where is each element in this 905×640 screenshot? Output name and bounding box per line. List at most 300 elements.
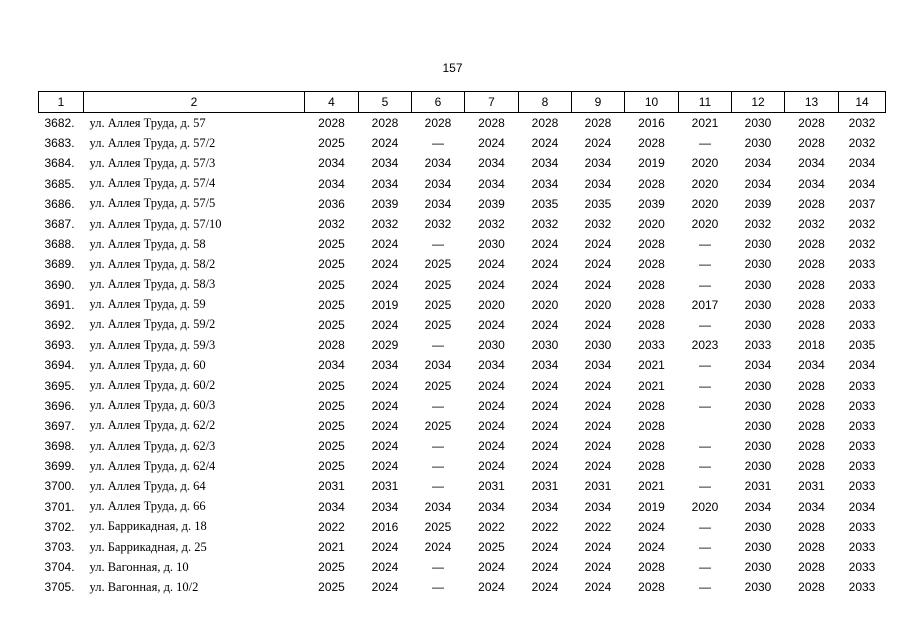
row-number: 3685. xyxy=(44,176,75,191)
address-cell: ул. Аллея Труда, д. 57/4 xyxy=(89,176,216,191)
column-header: 12 xyxy=(732,92,785,113)
year-cell: 2024 xyxy=(371,257,399,272)
year-cell: 2021 xyxy=(318,540,345,555)
year-cell: 2034 xyxy=(798,156,825,171)
year-cell: 2034 xyxy=(531,156,559,171)
year-cell: — xyxy=(699,459,711,474)
year-cell: — xyxy=(699,277,711,292)
table-row xyxy=(39,214,886,234)
year-cell: 2028 xyxy=(638,257,665,272)
year-cell: 2030 xyxy=(744,378,772,393)
year-cell: 2024 xyxy=(638,540,665,555)
year-cell: 2025 xyxy=(424,418,452,433)
year-cell: 2020 xyxy=(584,297,612,312)
year-cell: — xyxy=(699,560,711,575)
row-number: 3702. xyxy=(44,519,75,534)
year-cell: 2024 xyxy=(531,378,559,393)
year-cell: 2024 xyxy=(371,398,399,413)
year-cell: 2028 xyxy=(798,317,825,332)
address-cell: ул. Вагонная, д. 10/2 xyxy=(89,579,199,594)
year-cell: 2034 xyxy=(424,196,452,211)
year-cell: 2034 xyxy=(848,499,876,514)
year-cell: 2032 xyxy=(848,136,876,151)
year-cell: 2024 xyxy=(478,560,505,575)
year-cell: 2032 xyxy=(318,217,345,232)
year-cell: 2033 xyxy=(848,540,876,555)
year-cell: 2020 xyxy=(691,156,719,171)
table-row xyxy=(39,234,886,254)
row-number: 3705. xyxy=(44,580,75,595)
year-cell: — xyxy=(699,519,711,534)
column-header: 7 xyxy=(465,92,519,113)
year-cell: 2024 xyxy=(478,580,505,595)
year-cell: 2028 xyxy=(531,116,559,131)
year-cell: 2033 xyxy=(848,317,876,332)
year-cell: 2025 xyxy=(318,398,345,413)
year-cell: 2032 xyxy=(584,217,612,232)
year-cell: 2028 xyxy=(638,297,665,312)
year-cell: 2030 xyxy=(744,540,772,555)
year-cell: 2028 xyxy=(798,237,825,252)
year-cell: 2031 xyxy=(798,479,825,494)
year-cell: 2022 xyxy=(478,519,505,534)
year-cell: 2024 xyxy=(531,459,559,474)
year-cell: 2033 xyxy=(848,439,876,454)
year-cell: 2017 xyxy=(691,297,719,312)
year-cell: 2024 xyxy=(531,560,559,575)
header-row xyxy=(39,92,886,113)
year-cell: 2030 xyxy=(744,136,772,151)
year-cell: 2034 xyxy=(531,176,559,191)
year-cell: 2028 xyxy=(638,580,665,595)
year-cell: 2016 xyxy=(371,519,399,534)
year-cell: 2024 xyxy=(531,439,559,454)
year-cell: 2034 xyxy=(424,499,452,514)
table-row xyxy=(39,254,886,274)
table-row xyxy=(39,396,886,416)
year-cell: 2034 xyxy=(584,156,612,171)
year-cell: — xyxy=(432,560,444,575)
year-cell: 2024 xyxy=(478,317,505,332)
year-cell: — xyxy=(699,378,711,393)
column-header: 8 xyxy=(519,92,572,113)
year-cell: 2033 xyxy=(848,418,876,433)
year-cell: 2034 xyxy=(318,156,345,171)
table-row xyxy=(39,557,886,577)
year-cell: 2025 xyxy=(318,378,345,393)
year-cell: 2039 xyxy=(371,196,399,211)
year-cell: 2036 xyxy=(318,196,345,211)
year-cell: 2030 xyxy=(744,580,772,595)
year-cell: 2039 xyxy=(478,196,505,211)
row-number: 3684. xyxy=(44,156,75,171)
year-cell: 2019 xyxy=(638,156,665,171)
year-cell: — xyxy=(699,317,711,332)
year-cell: 2024 xyxy=(371,277,399,292)
year-cell: 2034 xyxy=(848,156,876,171)
year-cell: 2030 xyxy=(478,237,505,252)
year-cell: 2028 xyxy=(798,136,825,151)
year-cell: 2028 xyxy=(638,560,665,575)
year-cell: 2028 xyxy=(584,116,612,131)
year-cell: 2028 xyxy=(371,116,399,131)
column-header: 1 xyxy=(39,92,84,113)
year-cell: 2030 xyxy=(744,418,772,433)
address-cell: ул. Баррикадная, д. 25 xyxy=(89,539,207,554)
year-cell: 2033 xyxy=(848,277,876,292)
year-cell: 2034 xyxy=(424,358,452,373)
year-cell: 2028 xyxy=(798,277,825,292)
year-cell: 2033 xyxy=(848,519,876,534)
year-cell: 2028 xyxy=(424,116,452,131)
row-number: 3704. xyxy=(44,560,75,575)
year-cell: 2024 xyxy=(531,580,559,595)
row-number: 3703. xyxy=(44,540,75,555)
year-cell: 2032 xyxy=(798,217,825,232)
year-cell: 2024 xyxy=(371,580,399,595)
address-cell: ул. Аллея Труда, д. 62/3 xyxy=(89,438,216,453)
year-cell: 2031 xyxy=(478,479,505,494)
year-cell: 2024 xyxy=(584,398,612,413)
table-row xyxy=(39,335,886,355)
year-cell: 2021 xyxy=(691,116,719,131)
year-cell: 2024 xyxy=(584,560,612,575)
year-cell: 2025 xyxy=(424,257,452,272)
year-cell: 2028 xyxy=(798,560,825,575)
year-cell: 2028 xyxy=(798,116,825,131)
row-number: 3691. xyxy=(44,297,75,312)
year-cell: — xyxy=(432,479,444,494)
year-cell: 2024 xyxy=(371,317,399,332)
year-cell: 2021 xyxy=(638,358,665,373)
year-cell: 2031 xyxy=(371,479,399,494)
year-cell: 2030 xyxy=(744,439,772,454)
year-cell: 2024 xyxy=(478,257,505,272)
year-cell: 2034 xyxy=(798,358,825,373)
year-cell: 2023 xyxy=(691,338,719,353)
table-row xyxy=(39,476,886,496)
year-cell: — xyxy=(699,257,711,272)
address-cell: ул. Аллея Труда, д. 58 xyxy=(89,236,206,251)
year-cell: 2020 xyxy=(638,217,665,232)
year-cell: 2024 xyxy=(531,277,559,292)
year-cell: 2024 xyxy=(371,540,399,555)
year-cell: 2028 xyxy=(798,398,825,413)
table-row xyxy=(39,113,886,134)
year-cell: 2024 xyxy=(371,237,399,252)
row-number: 3700. xyxy=(44,479,75,494)
year-cell: 2034 xyxy=(478,156,505,171)
year-cell: — xyxy=(432,237,444,252)
year-cell: — xyxy=(699,439,711,454)
year-cell: 2020 xyxy=(691,176,719,191)
year-cell: 2028 xyxy=(638,317,665,332)
address-cell: ул. Аллея Труда, д. 57 xyxy=(89,115,206,130)
year-cell: 2028 xyxy=(798,297,825,312)
year-cell: 2033 xyxy=(848,580,876,595)
year-cell: 2024 xyxy=(531,398,559,413)
year-cell: 2024 xyxy=(584,378,612,393)
year-cell: 2034 xyxy=(584,499,612,514)
year-cell: 2034 xyxy=(584,176,612,191)
year-cell: 2028 xyxy=(798,196,825,211)
year-cell: 2030 xyxy=(531,338,559,353)
year-cell: 2028 xyxy=(798,519,825,534)
year-cell: 2034 xyxy=(424,156,452,171)
year-cell: 2024 xyxy=(478,398,505,413)
year-cell: 2032 xyxy=(531,217,559,232)
year-cell: 2034 xyxy=(744,358,772,373)
table-row xyxy=(39,577,886,597)
year-cell: 2025 xyxy=(318,560,345,575)
year-cell: — xyxy=(699,479,711,494)
row-number: 3701. xyxy=(44,499,75,514)
year-cell: 2034 xyxy=(371,176,399,191)
year-cell: 2028 xyxy=(638,459,665,474)
year-cell: 2024 xyxy=(371,418,399,433)
row-number: 3698. xyxy=(44,439,75,454)
address-cell: ул. Аллея Труда, д. 60/3 xyxy=(89,398,216,413)
year-cell: 2035 xyxy=(531,196,559,211)
address-cell: ул. Аллея Труда, д. 62/4 xyxy=(89,458,216,473)
table-row xyxy=(39,295,886,315)
year-cell: 2016 xyxy=(638,116,665,131)
year-cell: 2033 xyxy=(848,257,876,272)
year-cell: 2034 xyxy=(371,156,399,171)
year-cell: 2025 xyxy=(424,378,452,393)
table-row xyxy=(39,436,886,456)
year-cell: 2034 xyxy=(744,499,772,514)
row-number: 3695. xyxy=(44,378,75,393)
table-row xyxy=(39,456,886,476)
year-cell: 2024 xyxy=(584,257,612,272)
year-cell: 2030 xyxy=(744,257,772,272)
year-cell: 2024 xyxy=(531,136,559,151)
year-cell: 2030 xyxy=(744,398,772,413)
year-cell: 2028 xyxy=(798,580,825,595)
year-cell: 2034 xyxy=(424,176,452,191)
year-cell: 2024 xyxy=(371,136,399,151)
year-cell: 2032 xyxy=(424,217,452,232)
year-cell: 2024 xyxy=(584,136,612,151)
year-cell: 2028 xyxy=(798,418,825,433)
year-cell: 2030 xyxy=(584,338,612,353)
table-row xyxy=(39,355,886,375)
year-cell: 2034 xyxy=(584,358,612,373)
year-cell: 2033 xyxy=(848,378,876,393)
year-cell: 2024 xyxy=(584,540,612,555)
table-body xyxy=(39,113,886,598)
address-cell: ул. Аллея Труда, д. 60 xyxy=(89,357,206,372)
year-cell: 2020 xyxy=(691,196,719,211)
table-row xyxy=(39,375,886,395)
year-cell: 2028 xyxy=(638,237,665,252)
year-cell: 2032 xyxy=(744,217,772,232)
year-cell: — xyxy=(699,580,711,595)
address-cell: ул. Аллея Труда, д. 57/10 xyxy=(89,216,222,231)
address-cell: ул. Аллея Труда, д. 59/3 xyxy=(89,337,216,352)
year-cell: 2033 xyxy=(848,479,876,494)
year-cell: 2024 xyxy=(584,418,612,433)
year-cell: 2039 xyxy=(638,196,665,211)
year-cell: 2024 xyxy=(371,378,399,393)
address-cell: ул. Аллея Труда, д. 58/3 xyxy=(89,277,216,292)
year-cell: — xyxy=(699,237,711,252)
table-row xyxy=(39,315,886,335)
year-cell: 2028 xyxy=(798,257,825,272)
row-number: 3690. xyxy=(44,277,75,292)
year-cell: 2028 xyxy=(798,540,825,555)
year-cell: 2030 xyxy=(744,237,772,252)
year-cell: 2030 xyxy=(478,338,505,353)
page-number: 157 xyxy=(442,61,463,75)
row-number: 3692. xyxy=(44,317,75,332)
year-cell: 2030 xyxy=(744,459,772,474)
year-cell: 2024 xyxy=(531,418,559,433)
address-cell: ул. Аллея Труда, д. 57/3 xyxy=(89,155,216,170)
year-cell: 2033 xyxy=(848,459,876,474)
year-cell: — xyxy=(699,136,711,151)
year-cell: 2024 xyxy=(638,519,665,534)
address-cell: ул. Баррикадная, д. 18 xyxy=(89,519,207,534)
year-cell: 2025 xyxy=(318,257,345,272)
year-cell: 2024 xyxy=(478,277,505,292)
year-cell: 2031 xyxy=(531,479,559,494)
column-header: 5 xyxy=(359,92,412,113)
year-cell: 2025 xyxy=(424,317,452,332)
year-cell: 2028 xyxy=(798,378,825,393)
year-cell: 2035 xyxy=(584,196,612,211)
year-cell: — xyxy=(432,338,444,353)
year-cell: 2034 xyxy=(798,176,825,191)
address-cell: ул. Аллея Труда, д. 59 xyxy=(89,297,206,312)
table-row xyxy=(39,153,886,173)
year-cell: 2025 xyxy=(424,519,452,534)
year-cell: 2024 xyxy=(531,540,559,555)
year-cell: 2028 xyxy=(638,136,665,151)
year-cell: 2024 xyxy=(424,540,452,555)
year-cell: — xyxy=(699,358,711,373)
year-cell: 2028 xyxy=(638,398,665,413)
year-cell: 2024 xyxy=(584,277,612,292)
year-cell: 2032 xyxy=(478,217,505,232)
column-header: 11 xyxy=(679,92,732,113)
year-cell: 2034 xyxy=(478,176,505,191)
column-header: 4 xyxy=(305,92,359,113)
row-number: 3686. xyxy=(44,196,75,211)
year-cell: 2025 xyxy=(318,418,345,433)
year-cell: 2024 xyxy=(531,257,559,272)
year-cell: 2031 xyxy=(584,479,612,494)
row-number: 3696. xyxy=(44,398,75,413)
year-cell: — xyxy=(699,398,711,413)
year-cell: 2025 xyxy=(318,317,345,332)
year-cell: 2035 xyxy=(848,338,876,353)
year-cell: — xyxy=(432,459,444,474)
year-cell: 2034 xyxy=(848,176,876,191)
column-header: 9 xyxy=(572,92,625,113)
year-cell: 2028 xyxy=(798,459,825,474)
year-cell: 2034 xyxy=(371,358,399,373)
year-cell: 2025 xyxy=(318,297,345,312)
year-cell: 2021 xyxy=(638,479,665,494)
year-cell: 2024 xyxy=(371,459,399,474)
year-cell: 2025 xyxy=(318,237,345,252)
year-cell: 2031 xyxy=(318,479,345,494)
year-cell: 2032 xyxy=(848,237,876,252)
year-cell: 2024 xyxy=(478,136,505,151)
table-row xyxy=(39,497,886,517)
year-cell: 2024 xyxy=(531,237,559,252)
year-cell: 2028 xyxy=(638,439,665,454)
year-cell: 2018 xyxy=(798,338,825,353)
year-cell: 2025 xyxy=(318,459,345,474)
year-cell: 2022 xyxy=(318,519,345,534)
year-cell: 2030 xyxy=(744,297,772,312)
year-cell: 2020 xyxy=(478,297,505,312)
row-number: 3683. xyxy=(44,136,75,151)
year-cell: 2030 xyxy=(744,277,772,292)
year-cell: 2024 xyxy=(584,439,612,454)
year-cell: 2025 xyxy=(318,136,345,151)
table-row xyxy=(39,194,886,214)
year-cell: 2025 xyxy=(478,540,505,555)
year-cell: 2031 xyxy=(744,479,772,494)
year-cell: 2034 xyxy=(371,499,399,514)
year-cell: 2024 xyxy=(478,459,505,474)
year-cell: 2020 xyxy=(691,499,719,514)
row-number: 3699. xyxy=(44,459,75,474)
year-cell xyxy=(679,416,732,436)
year-cell: 2033 xyxy=(848,560,876,575)
year-cell: 2034 xyxy=(744,176,772,191)
column-header: 14 xyxy=(839,92,886,113)
year-cell: 2022 xyxy=(531,519,559,534)
address-cell: ул. Аллея Труда, д. 62/2 xyxy=(89,418,216,433)
year-cell: 2033 xyxy=(848,398,876,413)
year-cell: 2025 xyxy=(424,277,452,292)
year-cell: — xyxy=(432,398,444,413)
year-cell: 2034 xyxy=(744,156,772,171)
year-cell: 2032 xyxy=(371,217,399,232)
year-cell: 2030 xyxy=(744,560,772,575)
column-header: 2 xyxy=(84,92,305,113)
year-cell: 2034 xyxy=(531,358,559,373)
year-cell: 2025 xyxy=(424,297,452,312)
row-number: 3697. xyxy=(44,418,75,433)
year-cell: 2024 xyxy=(371,439,399,454)
year-cell: 2028 xyxy=(638,418,665,433)
year-cell: 2020 xyxy=(691,217,719,232)
year-cell: 2033 xyxy=(638,338,665,353)
year-cell: 2028 xyxy=(318,338,345,353)
year-cell: 2033 xyxy=(848,297,876,312)
row-number: 3682. xyxy=(44,116,75,131)
year-cell: 2039 xyxy=(744,196,772,211)
table-row xyxy=(39,174,886,194)
year-cell: 2030 xyxy=(744,116,772,131)
year-cell: 2022 xyxy=(584,519,612,534)
year-cell: 2030 xyxy=(744,317,772,332)
year-cell: 2037 xyxy=(848,196,876,211)
address-cell: ул. Аллея Труда, д. 58/2 xyxy=(89,256,216,271)
address-cell: ул. Аллея Труда, д. 57/5 xyxy=(89,196,216,211)
row-number: 3688. xyxy=(44,237,75,252)
year-cell: — xyxy=(432,136,444,151)
year-cell: 2024 xyxy=(478,418,505,433)
address-cell: ул. Аллея Труда, д. 59/2 xyxy=(89,317,216,332)
table-row xyxy=(39,517,886,537)
